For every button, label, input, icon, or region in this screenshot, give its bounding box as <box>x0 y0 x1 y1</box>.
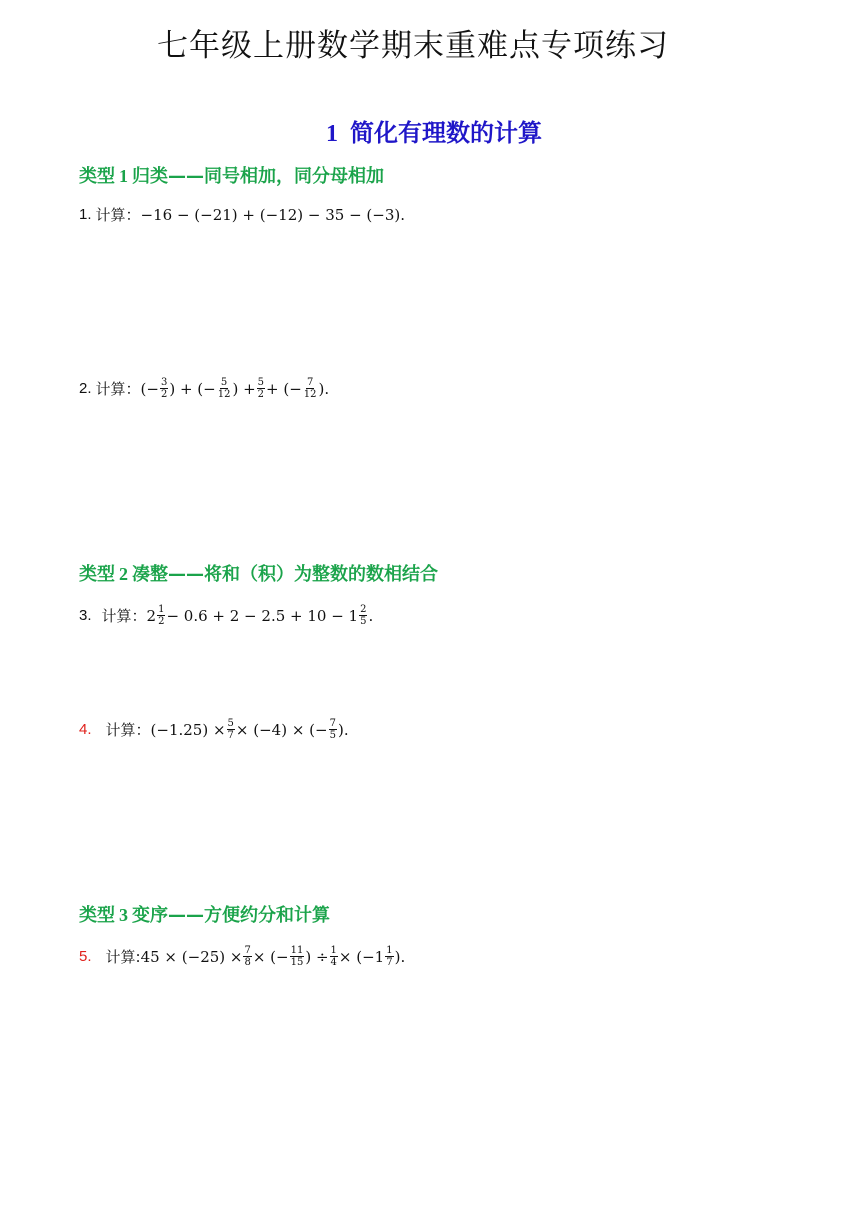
problem-label: 计算： <box>105 721 151 739</box>
expr-text: 45 × (−25) × <box>140 947 243 966</box>
problem-number: 1. <box>79 206 92 223</box>
type-label: 类型 <box>79 166 115 187</box>
problem-3 <box>79 604 373 627</box>
section-number: 1 <box>326 121 338 147</box>
fraction: $\frac{7}{12}$ <box>303 377 317 400</box>
problem-number: 3. <box>79 607 92 624</box>
type-text: 归类——同号相加，同分母相加 <box>132 166 384 187</box>
problem-2 <box>79 377 329 400</box>
type-number: 1 <box>119 166 128 186</box>
type-label: 类型 <box>79 564 115 585</box>
problem-1 <box>79 204 405 225</box>
problem-label: 计算： <box>101 607 147 625</box>
fraction: $\frac{1}{4}$ <box>330 945 337 968</box>
fraction: $\frac{5}{2}$ <box>257 377 265 400</box>
fraction: $\frac{5}{12}$ <box>217 377 231 400</box>
problem-expression <box>151 718 349 741</box>
type-heading-2 <box>79 560 438 586</box>
expr-text: (−1.25) × <box>150 720 226 739</box>
problem-5 <box>79 945 405 968</box>
fraction: $\frac{1}{2}$ <box>158 604 165 627</box>
fraction: $\frac{1}{7}$ <box>386 945 393 968</box>
problem-label: 计算: <box>105 948 141 966</box>
expr-text: ). <box>394 947 406 966</box>
expr-text: − 0.6 + 2 − 2.5 + 10 − 1 <box>166 606 359 625</box>
fraction: $\frac{2}{5}$ <box>360 604 367 627</box>
type-label: 类型 <box>79 905 115 926</box>
expr-text: ) + <box>232 379 256 398</box>
expr-text: ) + (− <box>169 379 216 398</box>
problem-number: 5. <box>79 948 92 965</box>
expr-text: ) ÷ <box>305 947 329 966</box>
page-title: 七年级上册数学期末重难点专项练习 <box>157 28 669 64</box>
section-title-text: 简化有理数的计算 <box>350 119 542 147</box>
type-text: 变序——方便约分和计算 <box>132 905 330 926</box>
expr-text: + (− <box>266 379 302 398</box>
problem-expression <box>147 604 374 627</box>
section-title <box>0 113 868 148</box>
fraction: $\frac{11}{15}$ <box>290 945 304 968</box>
fraction: $\frac{5}{7}$ <box>227 718 234 741</box>
expr-text: ). <box>337 720 349 739</box>
problem-number: 2. <box>79 380 92 397</box>
problem-4 <box>79 718 349 741</box>
expr-text: ). <box>318 379 330 398</box>
problem-expression <box>141 945 406 968</box>
fraction: $\frac{7}{8}$ <box>244 945 251 968</box>
type-heading-1 <box>79 162 384 188</box>
expr-text: × (− <box>252 947 289 966</box>
expr-text: . <box>368 606 374 625</box>
expr-text: (− <box>140 379 159 398</box>
fraction: $\frac{3}{2}$ <box>160 377 168 400</box>
type-number: 3 <box>119 905 128 925</box>
problem-label: 计算： <box>95 206 141 224</box>
type-number: 2 <box>119 564 128 584</box>
fraction: $\frac{7}{5}$ <box>329 718 336 741</box>
expr-text: × (−1 <box>338 947 385 966</box>
type-heading-3 <box>79 901 330 927</box>
type-text: 凑整——将和（积）为整数的数相结合 <box>132 564 438 585</box>
expr-text: 2 <box>146 606 157 625</box>
problem-number: 4. <box>79 721 92 738</box>
problem-expression: −16 − (−21) + (−12) − 35 − (−3). <box>140 205 405 224</box>
problem-label: 计算： <box>95 380 141 398</box>
problem-expression <box>141 377 330 400</box>
expr-text: × (−4) × (− <box>235 720 328 739</box>
